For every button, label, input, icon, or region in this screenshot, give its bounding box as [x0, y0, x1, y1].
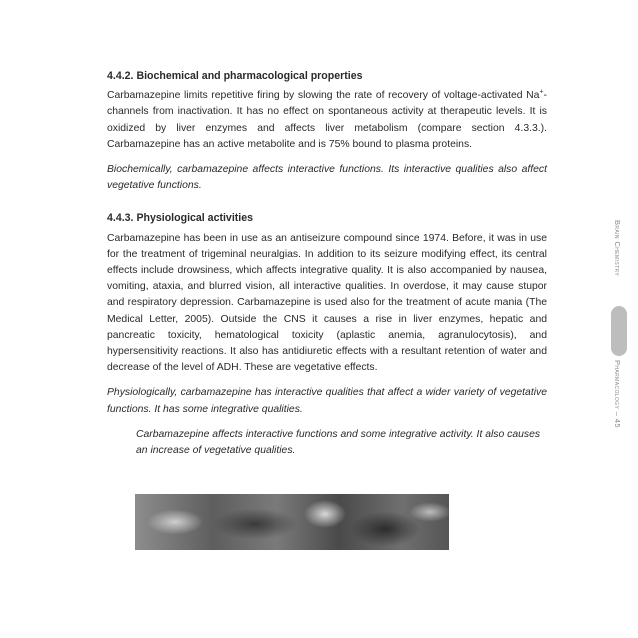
biochemical-paragraph [107, 88, 547, 153]
physiological-summary: Physiologically, carbamazepine has interactive qualities that affect a wider variety of vegetative functions. It has some integrative qualities. [107, 387, 547, 415]
page-photo [135, 494, 449, 550]
section-heading-physiological: 4.4.3. Physiological activities [107, 212, 254, 225]
page-content [107, 68, 547, 459]
sidebar-top-label: Brain Chemistry [613, 220, 622, 277]
biochemical-text-part1: Carbamazepine limits repetitive firing by slowing the rate of recovery of voltage-activated Na [107, 90, 540, 102]
sidebar-tab-marker [611, 306, 627, 356]
conclusion-quote: Carbamazepine affects interactive functions and some integrative activity. It also causes an increase of vegetative qualities. [136, 428, 541, 457]
section-heading-biochemical: 4.4.2. Biochemical and pharmacological properties [107, 70, 363, 82]
sidebar-bottom-label: Pharmacology – 45 [613, 360, 622, 428]
biochemical-text-part2: -channels from inactivation. It has no effect on spontaneous activity at therapeutic levels. It is oxidized by liver enzymes and affects liver metabolism (compare section 4.3.3.). Carbamazepine has an active metabolite and is 75% bound to plasma proteins. [107, 90, 547, 150]
page-sidebar [611, 220, 627, 460]
physiological-paragraph: Carbamazepine has been in use as an antiseizure compound since 1974. Before, it was in use for the treatment of trigeminal neuralgias. In addition to its seizure modifying effect, its central effects include drowsiness, which affects integrative quality. It is also accompanied by nausea, vomiting, ataxia, and blurred vision, all interactive qualities. In overdose, it may cause stupor and respiratory depression. Carbamazepine is used also for the treatment of acute mania (The Medical Letter, 2005). Outside the CNS it causes a rise in liver enzymes, hepatic and pancreatic toxicity, hematological toxicity (aplastic anemia, agranulocytosis), and hypersensitivity reactions. It also has antidiuretic effects with a resultant retention of water and decrease of the level of ADH. These are vegetative effects. [107, 232, 547, 374]
biochemical-summary: Biochemically, carbamazepine affects interactive functions. Its interactive qualities also affect vegetative functions. [107, 164, 547, 192]
sodium-superscript: + [539, 88, 544, 96]
